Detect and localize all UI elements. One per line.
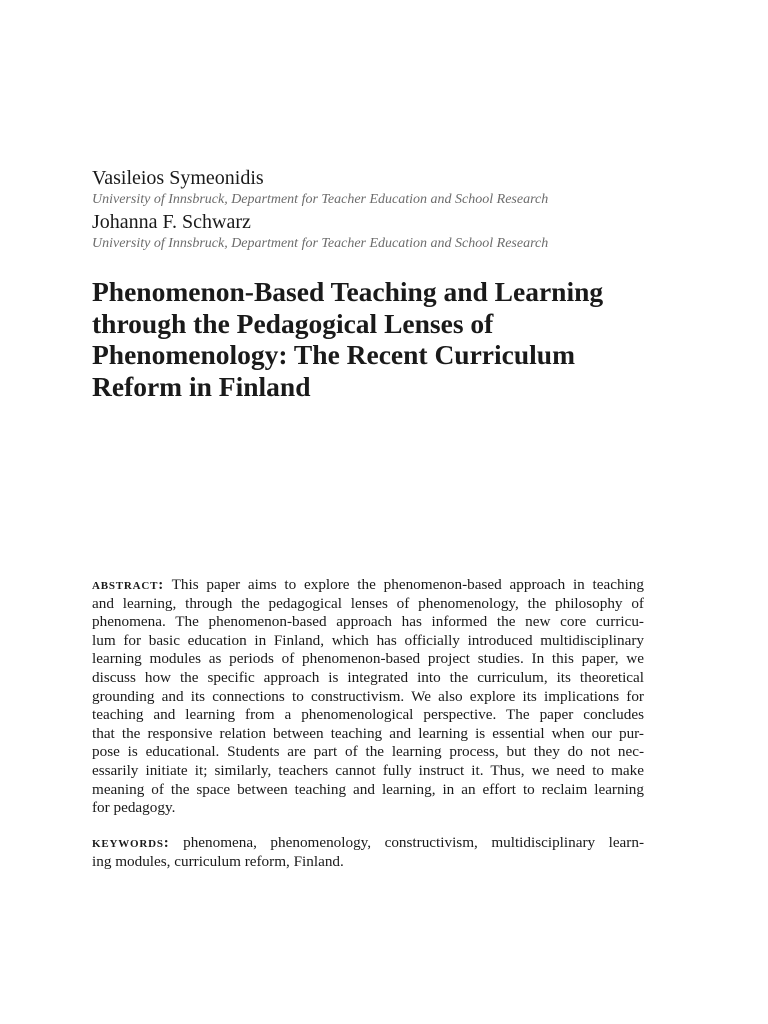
paper-title [92,276,652,402]
abstract-line: pose is educational. Students are part of the learning process, but they do not nec- [92,743,644,761]
abstract-line: grounding and its connections to constructivism. We also explore its implications for [92,687,644,705]
abstract-line: lum for basic education in Finland, which has officially introduced multidisciplinary [92,631,644,649]
title-line: Phenomenology: The Recent Curriculum [92,339,575,370]
abstract-line: teaching and learning from a phenomenological perspective. The paper concludes [92,706,644,724]
abstract-line: that the responsive relation between teaching and learning is essential when our pur- [92,724,644,742]
author-affiliation: University of Innsbruck, Department for Teacher Education and School Research [92,236,549,251]
keywords-text: phenomena, phenomenology, constructivism, multidisciplinary learn- [183,834,645,851]
title-line: Phenomenon-Based Teaching and Learning [92,276,604,307]
abstract-line [92,576,644,595]
abstract-line: phenomena. The phenomenon-based approach has informed the new core curricu- [92,613,644,631]
abstract-line: for pedagogy. [92,799,176,817]
keywords-line [92,834,644,853]
keywords-label: keywords: [92,835,170,851]
abstract-line: meaning of the space between teaching and learning, in an effort to reclaim learning [92,780,644,798]
abstract-line: learning modules as periods of phenomenon-based project studies. In this paper, we [92,650,644,668]
abstract-line: essarily initiate it; similarly, teachers cannot fully instruct it. Thus, we need to make [92,761,644,779]
keywords [92,834,644,871]
abstract-text: This paper aims to explore the phenomenon-based approach in teaching [171,576,644,593]
author-name: Vasileios Symeonidis [92,167,264,189]
title-line: Reform in Finland [92,370,311,402]
abstract-line: discuss how the specific approach is integrated into the curriculum, its theoretical [92,668,644,686]
keywords-line: ing modules, curriculum reform, Finland. [92,852,344,870]
abstract-line: and learning, through the pedagogical lenses of phenomenology, the philosophy of [92,594,644,612]
author-list [92,166,672,252]
author-affiliation: University of Innsbruck, Department for Teacher Education and School Research [92,192,549,207]
title-line: through the Pedagogical Lenses of [92,307,494,339]
author-entry [92,166,672,208]
abstract-label: abstract: [92,577,165,593]
author-name: Johanna F. Schwarz [92,211,251,233]
author-entry [92,210,672,252]
abstract [92,576,644,818]
